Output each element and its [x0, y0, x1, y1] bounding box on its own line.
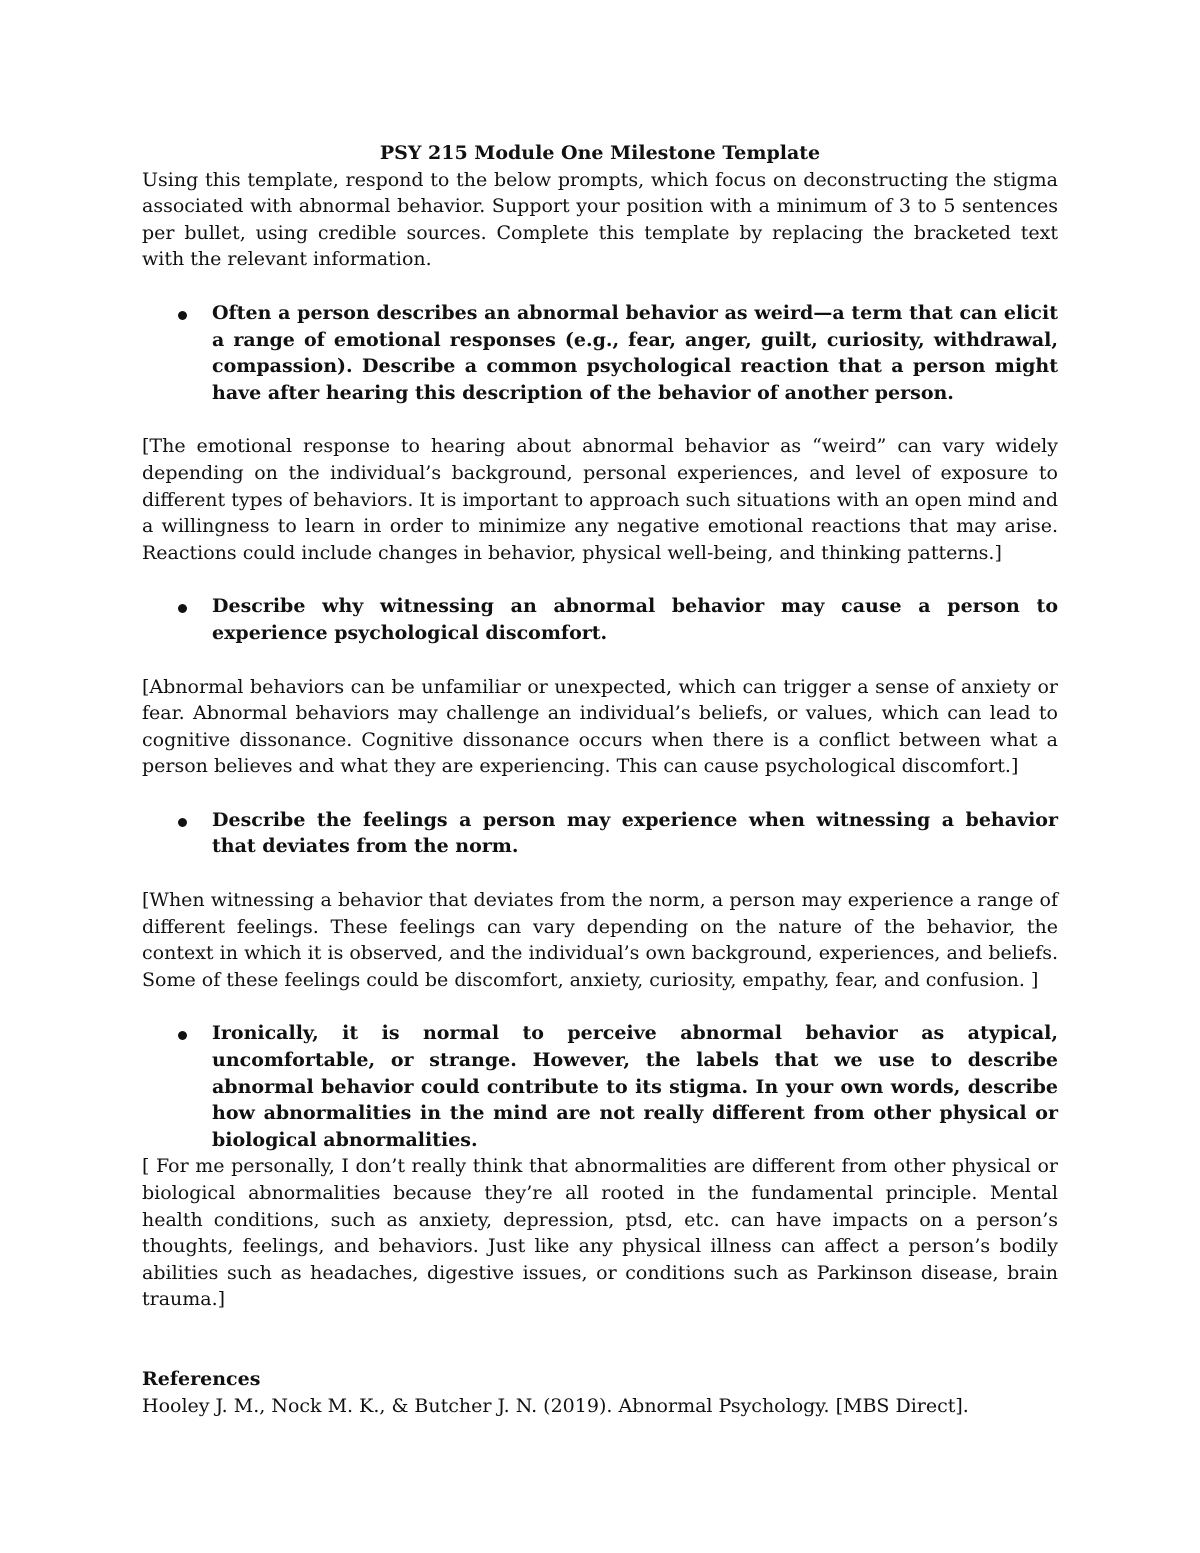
references-heading: References	[142, 1367, 261, 1390]
answer-3: [When witnessing a behavior that deviates from the norm, a person may experience a range of different feelings. These feelings can vary depending on the nature of the behavior, the context in which it is observed, and the individual’s own background, experiences, and beliefs. Some of these feelings could be discomfort, anxiety, curiosity, empathy, fear, and confusion. ]	[142, 889, 1058, 991]
answer-4: [ For me personally, I don’t really think that abnormalities are different from other physical or biological abnormalities because they’re all rooted in the fundamental principle. Mental health conditions, such as anxiety, depression, ptsd, etc. can have impacts on a person’s thoughts, feelings, and behaviors. Just like any physical illness can affect a person’s bodily abilities such as headaches, digestive issues, or conditions such as Parkinson disease, brain trauma.]	[142, 1155, 1058, 1311]
prompt-1	[142, 300, 1058, 406]
prompt-4	[142, 1020, 1058, 1153]
reference-entry: Hooley J. M., Nock M. K., & Butcher J. N. (2019). Abnormal Psychology. [MBS Direct].	[142, 1394, 969, 1417]
prompt-2-text: Describe why witnessing an abnormal behavior may cause a person to experience psychological discomfort.	[212, 595, 1058, 644]
bullet-icon	[178, 311, 187, 320]
document-page	[142, 140, 1058, 1419]
prompt-3-text: Describe the feelings a person may experience when witnessing a behavior that deviates from the norm.	[212, 808, 1058, 858]
bullet-icon	[178, 604, 187, 613]
bullet-icon	[178, 1031, 187, 1040]
answer-1: [The emotional response to hearing about abnormal behavior as “weird” can vary widely depending on the individual’s background, personal experiences, and level of exposure to different types of behaviors. It is important to approach such situations with an open mind and a willingness to learn in order to minimize any negative emotional reactions that may arise. Reactions could include changes in behavior, physical well-being, and thinking patterns.]	[142, 435, 1059, 564]
prompt-3	[142, 807, 1058, 860]
intro-paragraph: Using this template, respond to the below prompts, which focus on deconstructing the stigma associated with abnormal behavior. Support your position with a minimum of 3 to 5 sentences per bullet, using credible sources. Complete this template by replacing the bracketed text with the relevant information.	[142, 168, 1058, 271]
document-title: PSY 215 Module One Milestone Template	[379, 142, 821, 164]
prompt-4-text: Ironically, it is normal to perceive abnormal behavior as atypical, uncomfortable, or strange. However, the labels that we use to describe abnormal behavior could contribute to its stigma. In your own words, describe how abnormalities in the mind are not really different from other physical or biological abnormalities.	[212, 1022, 1058, 1151]
prompt-1-text: Often a person describes an abnormal behavior as weird—a term that can elicit a range of emotional responses (e.g., fear, anger, guilt, curiosity, withdrawal, compassion). Describe a common psychological reaction that a person might have after hearing this description of the behavior of another person.	[212, 301, 1058, 404]
answer-2: [Abnormal behaviors can be unfamiliar or unexpected, which can trigger a sense of anxiety or fear. Abnormal behaviors may challenge an individual’s beliefs, or values, which can lead to cognitive dissonance. Cognitive dissonance occurs when there is a conflict between what a person believes and what they are experiencing. This can cause psychological discomfort.]	[142, 675, 1058, 778]
bullet-icon	[178, 818, 187, 827]
prompt-2	[142, 593, 1058, 646]
